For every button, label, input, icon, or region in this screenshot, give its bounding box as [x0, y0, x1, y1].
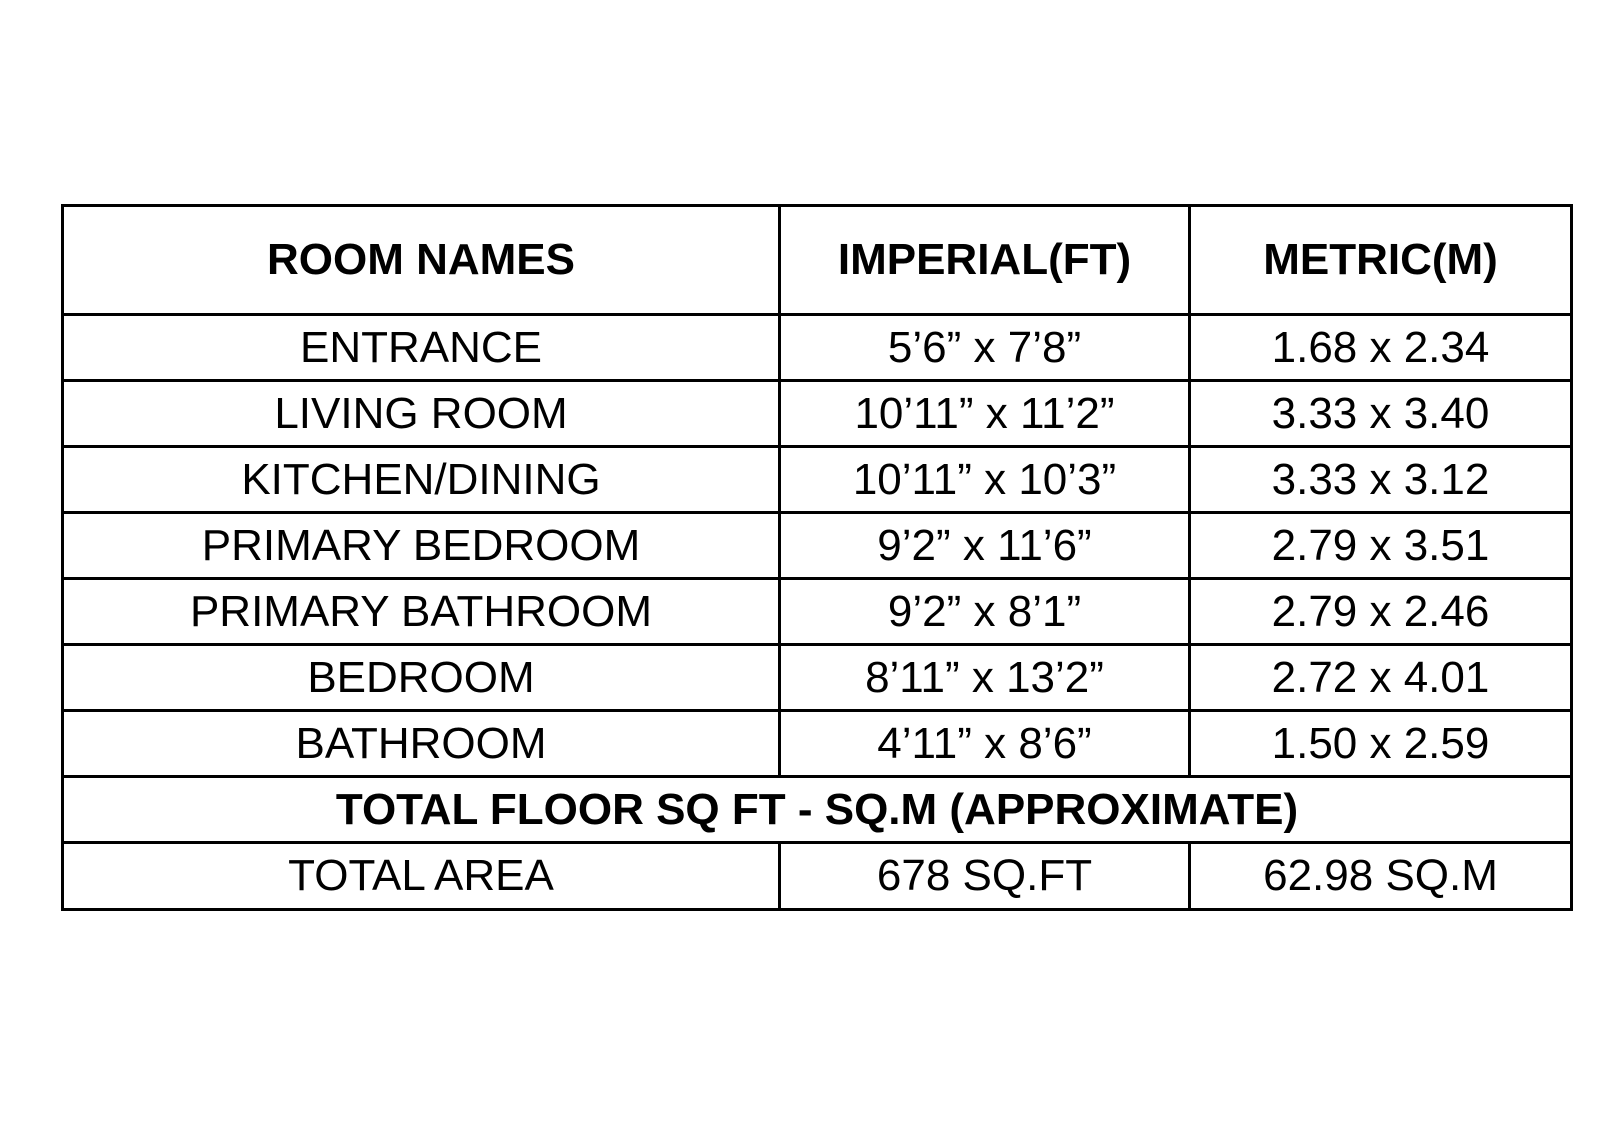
metric-cell: 1.50 x 2.59: [1190, 711, 1572, 777]
metric-cell: 2.72 x 4.01: [1190, 645, 1572, 711]
imperial-cell: 10’11” x 11’2”: [780, 381, 1190, 447]
room-name-cell: ENTRANCE: [63, 315, 780, 381]
header-room-names: ROOM NAMES: [63, 206, 780, 315]
metric-cell: 2.79 x 3.51: [1190, 513, 1572, 579]
table-row: [63, 381, 1572, 447]
metric-cell: 1.68 x 2.34: [1190, 315, 1572, 381]
imperial-cell: 5’6” x 7’8”: [780, 315, 1190, 381]
table-row: [63, 447, 1572, 513]
room-name-cell: PRIMARY BEDROOM: [63, 513, 780, 579]
total-area-label: TOTAL AREA: [63, 843, 780, 910]
metric-cell: 2.79 x 2.46: [1190, 579, 1572, 645]
imperial-cell: 10’11” x 10’3”: [780, 447, 1190, 513]
total-area-metric: 62.98 SQ.M: [1190, 843, 1572, 910]
table-row: [63, 513, 1572, 579]
header-imperial: IMPERIAL(FT): [780, 206, 1190, 315]
room-name-cell: KITCHEN/DINING: [63, 447, 780, 513]
imperial-cell: 9’2” x 8’1”: [780, 579, 1190, 645]
metric-cell: 3.33 x 3.12: [1190, 447, 1572, 513]
room-name-cell: LIVING ROOM: [63, 381, 780, 447]
room-name-cell: BATHROOM: [63, 711, 780, 777]
imperial-cell: 8’11” x 13’2”: [780, 645, 1190, 711]
table-header-row: [63, 206, 1572, 315]
total-area-row: [63, 843, 1572, 910]
room-name-cell: BEDROOM: [63, 645, 780, 711]
table-row: [63, 579, 1572, 645]
table-row: [63, 711, 1572, 777]
room-dimensions-table: [61, 204, 1573, 911]
room-name-cell: PRIMARY BATHROOM: [63, 579, 780, 645]
imperial-cell: 4’11” x 8’6”: [780, 711, 1190, 777]
imperial-cell: 9’2” x 11’6”: [780, 513, 1190, 579]
metric-cell: 3.33 x 3.40: [1190, 381, 1572, 447]
total-area-imperial: 678 SQ.FT: [780, 843, 1190, 910]
summary-header-row: [63, 777, 1572, 843]
table-row: [63, 645, 1572, 711]
header-metric: METRIC(M): [1190, 206, 1572, 315]
table-row: [63, 315, 1572, 381]
summary-header-cell: TOTAL FLOOR SQ FT - SQ.M (APPROXIMATE): [63, 777, 1572, 843]
